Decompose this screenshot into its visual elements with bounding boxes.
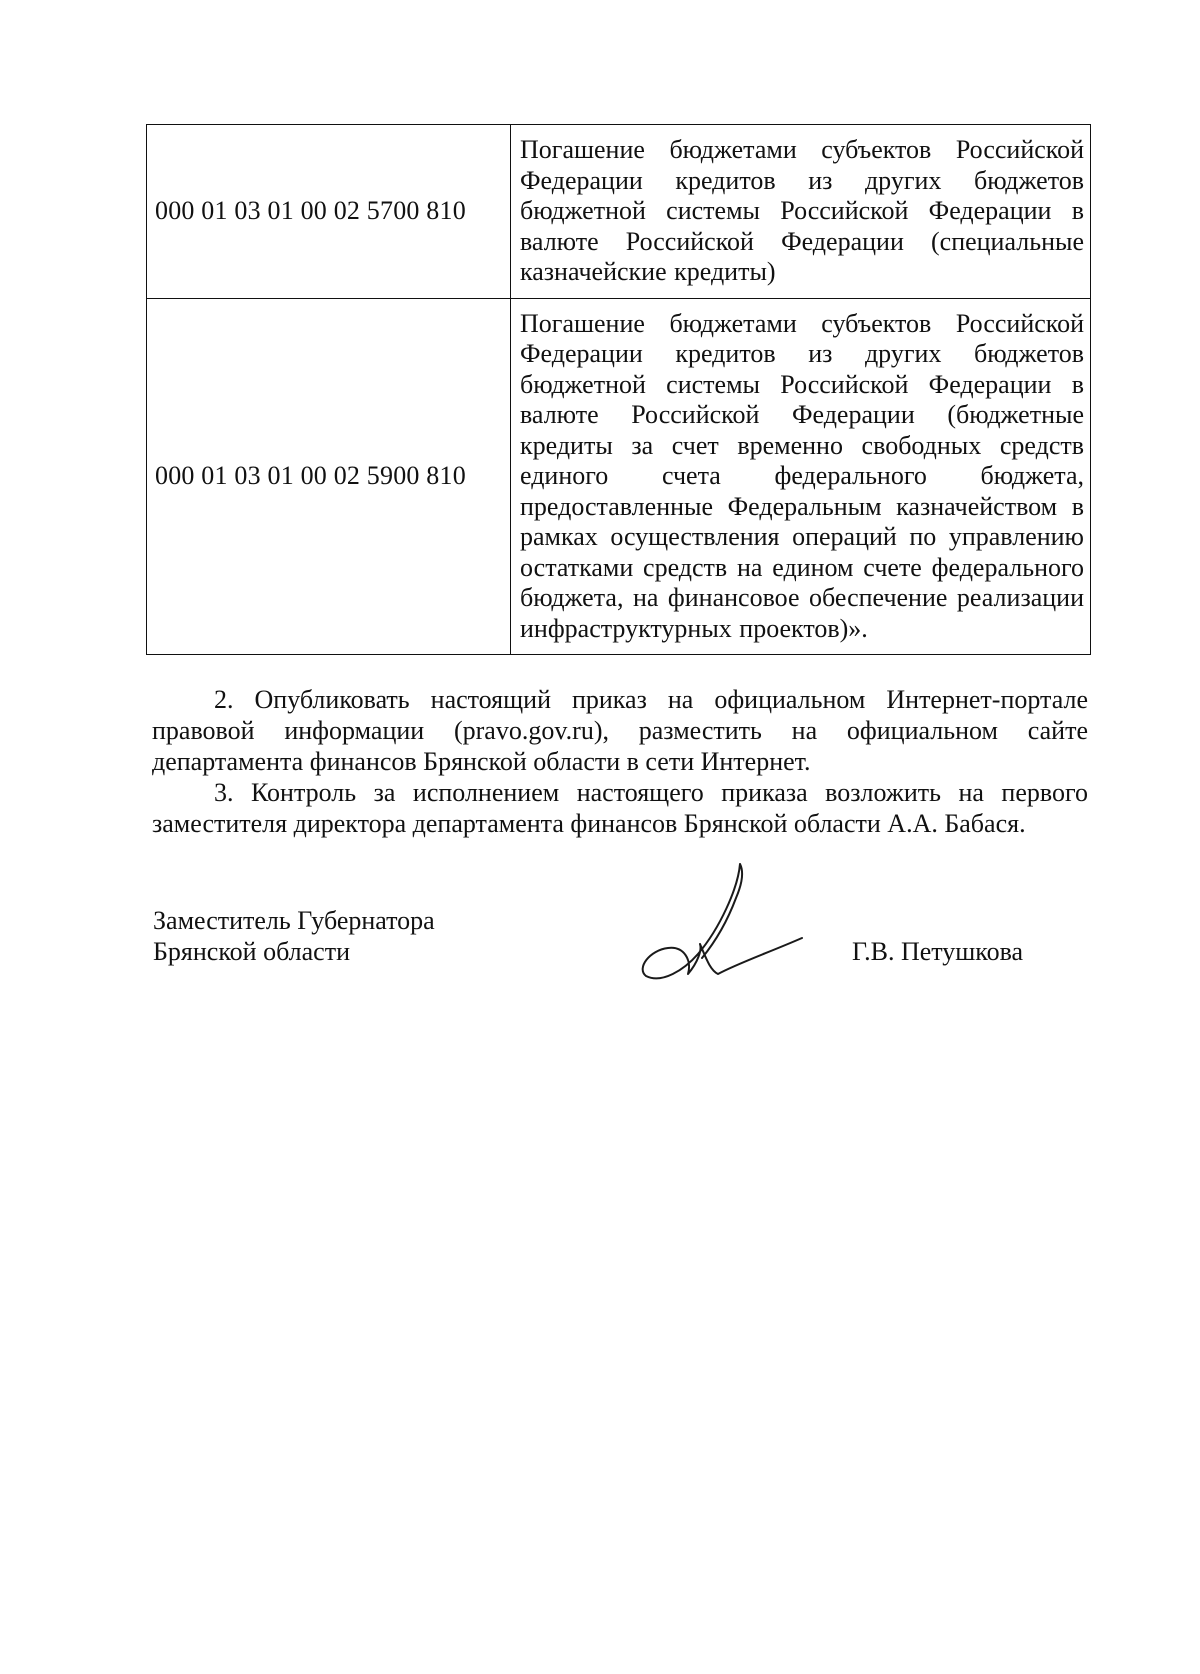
- handwritten-signature: [640, 858, 820, 988]
- table-row: [147, 125, 1091, 299]
- budget-code-cell: 000 01 03 01 00 02 5700 810: [147, 125, 511, 299]
- code-description-cell: Погашение бюджетами субъектов Российской Федерации кредитов из других бюджетов бюджетной системы Российской Федерации в валюте Российской Федерации (бюджетные кредиты за счет временно свободных средств единого счета федерального бюджета, предоставленные Федеральным казначейством в рамках осуществления операций по управлению остатками средств на едином счете федерального бюджета, на финансовое обеспечение реализации инфраструктурных проектов)».: [511, 298, 1091, 655]
- budget-code-cell: 000 01 03 01 00 02 5900 810: [147, 298, 511, 655]
- signer-position-line: Заместитель Губернатора: [153, 906, 435, 935]
- table-row: [147, 298, 1091, 655]
- signer-name: Г.В. Петушкова: [852, 937, 1024, 966]
- signer-position: [153, 905, 435, 967]
- paragraph-control: 3. Контроль за исполнением настоящего приказа возложить на первого заместителя директора департамента финансов Брянской области А.А. Бабася.: [152, 778, 1088, 838]
- signer-position-line: Брянской области: [153, 937, 350, 966]
- budget-codes-table: [146, 124, 1091, 655]
- paragraph-publication: 2. Опубликовать настоящий приказ на официальном Интернет-портале правовой информации (pravo.gov.ru), разместить на официальном сайте департамента финансов Брянской области в сети Интернет.: [152, 685, 1088, 776]
- code-description-cell: Погашение бюджетами субъектов Российской Федерации кредитов из других бюджетов бюджетной системы Российской Федерации в валюте Российской Федерации (специальные казначейские кредиты): [511, 125, 1091, 299]
